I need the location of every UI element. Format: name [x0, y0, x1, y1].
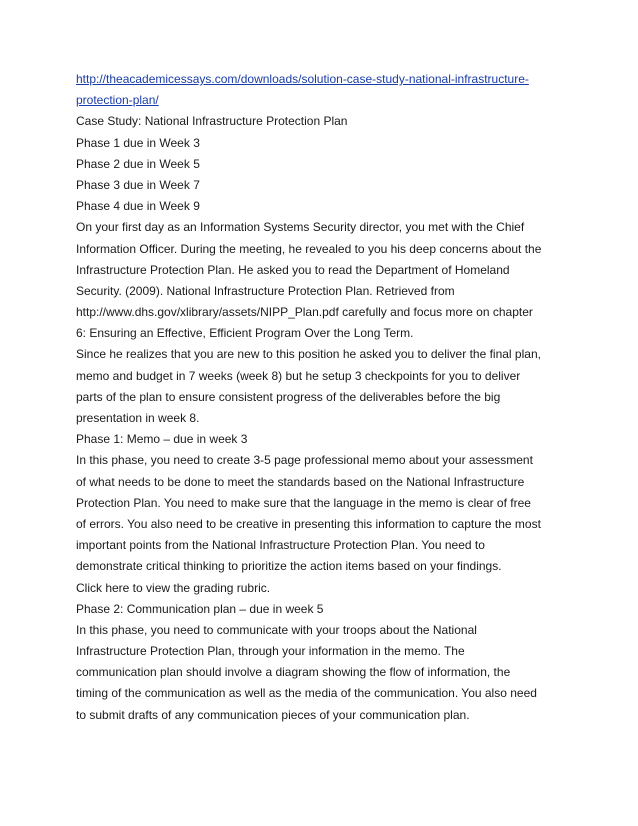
- body-text-line: of errors. You also need to be creative in presenting this information to capture the most: [76, 516, 541, 531]
- body-text-line: In this phase, you need to communicate with your troops about the National: [76, 622, 477, 637]
- body-text-line: memo and budget in 7 weeks (week 8) but he setup 3 checkpoints for you to deliver: [76, 368, 521, 383]
- document-page: [76, 69, 576, 726]
- source-link-line-1[interactable]: http://theacademicessays.com/downloads/solution-case-study-national-infrastructure-: [76, 72, 529, 86]
- phase-3-due: Phase 3 due in Week 7: [76, 177, 200, 192]
- body-text-line: demonstrate critical thinking to prioritize the action items based on your findings.: [76, 559, 502, 574]
- source-link-line-2[interactable]: protection-plan/: [76, 93, 159, 108]
- body-text-line: Protection Plan. You need to make sure that the language in the memo is clear of free: [76, 495, 531, 510]
- body-text-line: On your first day as an Information Systems Security director, you met with the Chief: [76, 220, 525, 235]
- phase-2-heading: Phase 2: Communication plan – due in week 5: [76, 601, 324, 616]
- body-text-line: Security. (2009). National Infrastructure Protection Plan. Retrieved from: [76, 283, 455, 298]
- phase-4-due: Phase 4 due in Week 9: [76, 199, 200, 214]
- body-text-line: timing of the communication as well as the media of the communication. You also need: [76, 686, 537, 701]
- body-text-line: 6: Ensuring an Effective, Efficient Program Over the Long Term.: [76, 326, 414, 341]
- body-text-line: presentation in week 8.: [76, 411, 200, 425]
- body-text-line: Since he realizes that you are new to this position he asked you to deliver the final plan,: [76, 347, 541, 362]
- body-text-line: http://www.dhs.gov/xlibrary/assets/NIPP_Plan.pdf carefully and focus more on chapter: [76, 305, 533, 320]
- phase-1-heading: Phase 1: Memo – due in week 3: [76, 432, 248, 447]
- body-text-line: In this phase, you need to create 3-5 page professional memo about your assessment: [76, 453, 533, 468]
- body-text-line: of what needs to be done to meet the standards based on the National Infrastructure: [76, 474, 525, 489]
- phase-1-due: Phase 1 due in Week 3: [76, 135, 200, 150]
- body-text-line: parts of the plan to ensure consistent progress of the deliverables before the big: [76, 389, 501, 404]
- case-study-title: Case Study: National Infrastructure Protection Plan: [76, 114, 348, 129]
- body-text-line: communication plan should involve a diagram showing the flow of information, the: [76, 665, 511, 680]
- grading-rubric-line: Click here to view the grading rubric.: [76, 580, 271, 595]
- body-text-line: Infrastructure Protection Plan. He asked you to read the Department of Homeland: [76, 262, 510, 277]
- body-text-line: Information Officer. During the meeting, he revealed to you his deep concerns about the: [76, 241, 542, 256]
- body-text-line: important points from the National Infrastructure Protection Plan. You need to: [76, 538, 485, 553]
- phase-2-due: Phase 2 due in Week 5: [76, 156, 200, 171]
- body-text-line: to submit drafts of any communication pieces of your communication plan.: [76, 707, 470, 722]
- body-text-line: Infrastructure Protection Plan, through your information in the memo. The: [76, 644, 465, 659]
